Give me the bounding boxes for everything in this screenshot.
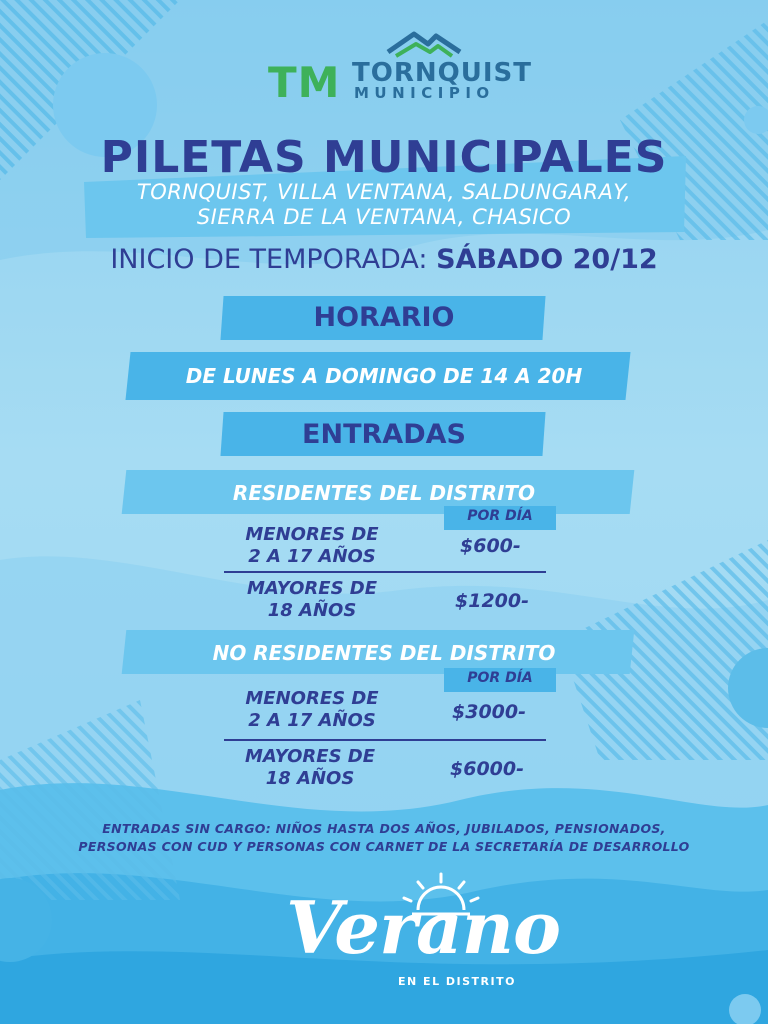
age-line: 2 A 17 AÑOS <box>248 710 376 731</box>
brand-wordmark: Verano <box>286 885 561 970</box>
age-line: MENORES DE <box>245 524 379 545</box>
horario-heading: HORARIO <box>313 302 455 333</box>
no-residentes-title: NO RESIDENTES DEL DISTRITO <box>212 641 556 665</box>
mountain-logo-icon <box>386 28 462 58</box>
no-residentes-menores-price: $3000- <box>452 701 526 723</box>
residentes-menores-label <box>222 524 402 568</box>
page-title: PILETAS MUNICIPALES <box>100 132 668 183</box>
logo-subtitle: MUNICIPIO <box>354 84 495 102</box>
towns-line-2: SIERRA DE LA VENTANA, CHASICO <box>196 205 572 229</box>
row-divider <box>224 739 546 741</box>
brand-subtitle: EN EL DISTRITO <box>398 975 516 988</box>
horario-text: DE LUNES A DOMINGO DE 14 A 20H <box>185 364 583 388</box>
no-residentes-menores-label <box>222 688 402 732</box>
entradas-heading: ENTRADAS <box>302 419 466 450</box>
residentes-title: RESIDENTES DEL DISTRITO <box>232 481 536 505</box>
residentes-menores-price: $600- <box>460 535 521 557</box>
towns-line-1: TORNQUIST, VILLA VENTANA, SALDUNGARAY, <box>136 180 632 204</box>
season-date: SÁBADO 20/12 <box>436 244 658 275</box>
footer-note-line-2: PERSONAS CON CUD Y PERSONAS CON CARNET DE LA SECRETARÍA DE DESARROLLO <box>78 839 690 854</box>
no-residentes-per-day: POR DÍA <box>444 668 556 692</box>
row-divider <box>224 571 546 573</box>
season-label: INICIO DE TEMPORADA: <box>110 244 428 275</box>
age-line: 2 A 17 AÑOS <box>248 546 376 567</box>
residentes-mayores-label <box>222 578 402 622</box>
footer-note-line-1: ENTRADAS SIN CARGO: NIÑOS HASTA DOS AÑOS, JUBILADOS, PENSIONADOS, <box>102 821 666 836</box>
logo-name: TORNQUIST <box>352 58 532 88</box>
age-line: MENORES DE <box>245 688 379 709</box>
age-line: MAYORES DE <box>246 578 378 599</box>
season-start <box>0 244 768 275</box>
residentes-per-day: POR DÍA <box>444 506 556 530</box>
age-line: 18 AÑOS <box>265 768 355 789</box>
age-line: MAYORES DE <box>244 746 376 767</box>
age-line: 18 AÑOS <box>267 600 357 621</box>
logo-mark: TM <box>268 58 341 107</box>
no-residentes-mayores-price: $6000- <box>450 758 524 780</box>
residentes-mayores-price: $1200- <box>455 590 529 612</box>
no-residentes-mayores-label <box>220 746 400 790</box>
